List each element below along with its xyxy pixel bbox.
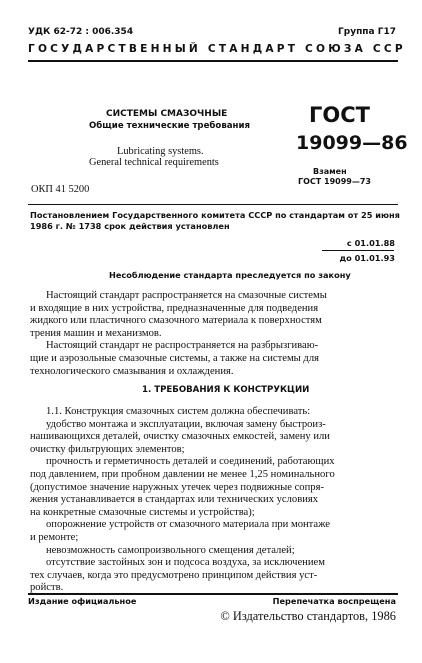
gost-label: ГОСТ — [309, 103, 370, 127]
title-ru: СИСТЕМЫ СМАЗОЧНЫЕ — [106, 109, 228, 119]
effective-to: до 01.01.93 — [339, 253, 395, 263]
intro-text — [30, 290, 396, 378]
section-line: прочность и герметичность деталей и соединений, работающих — [46, 456, 335, 468]
section-line: удобство монтажа и эксплуатации, включая замену быстроиз- — [46, 418, 326, 430]
law-warning: Несоблюдение стандарта преследуется по закону — [109, 270, 351, 280]
title-en: Lubricating systems. — [117, 146, 204, 157]
group-code: Группа Г17 — [338, 27, 396, 37]
section-line: под давлением, при пробном давлении не менее 1,25 номинального — [30, 468, 335, 480]
subtitle-ru: Общие технические требования — [89, 121, 251, 131]
subtitle-en: General technical requirements — [89, 157, 219, 168]
gost-number: 19099—86 — [296, 132, 408, 154]
section-line: и ремонте; — [30, 531, 79, 543]
state-standard-banner: ГОСУДАРСТВЕННЫЙ СТАНДАРТ СОЮЗА ССР — [28, 43, 406, 55]
section-heading: 1. ТРЕБОВАНИЯ К КОНСТРУКЦИИ — [142, 385, 310, 395]
section-line: (допустимое значение наружных утечек через подвижные сопря- — [30, 481, 324, 493]
section-line: очистку фильтрующих элементов; — [30, 443, 185, 455]
effective-from: с 01.01.88 — [346, 238, 395, 248]
section-line: опорожнение устройств от смазочного материала при монтаже — [46, 519, 330, 531]
decree-line-1: Постановлением Государственного комитета СССР по стандартам от 25 июня — [30, 210, 400, 220]
udk-code: УДК 62-72 : 006.354 — [28, 27, 134, 37]
section-text — [30, 406, 396, 595]
replaces-label: Взамен — [313, 167, 347, 176]
intro-line: технологического смазывания и охлаждения. — [30, 365, 234, 377]
section-line: тех случаев, когда это предусмотрено принципом действия уст- — [30, 569, 318, 581]
intro-line: трения машин и механизмов. — [30, 327, 162, 339]
copyright: © Издательство стандартов, 1986 — [220, 609, 396, 623]
intro-line: Настоящий стандарт не распространяется на разбрызгиваю- — [46, 340, 319, 352]
intro-line: Настоящий стандарт распространяется на смазочные системы — [46, 290, 327, 301]
header-rule — [28, 60, 398, 62]
section-line: жения устанавливается в стандартах или технических условиях — [30, 494, 319, 506]
okp-code: ОКП 41 5200 — [31, 184, 90, 195]
reprint-prohibited: Перепечатка воспрещена — [272, 596, 396, 606]
intro-line: щие и аэрозольные смазочные системы, а также на системы для — [30, 352, 319, 364]
title-rule — [28, 204, 398, 205]
replaces-value: ГОСТ 19099—73 — [298, 177, 371, 186]
section-line: нашивающихся деталей, очистку смазочных емкостей, замену или — [30, 431, 330, 443]
official-edition: Издание официальное — [28, 596, 137, 606]
section-line: ройств. — [30, 582, 64, 594]
section-line: невозможность самопроизвольного смещения деталей; — [46, 544, 295, 556]
intro-line: жидкого или пластичного смазочного материала к поверхностям — [30, 315, 322, 327]
section-line: 1.1. Конструкция смазочных систем должна обеспечивать: — [46, 406, 311, 417]
footer-rule — [28, 593, 398, 595]
section-line: на конкретные смазочные системы и устройства); — [30, 506, 255, 518]
date-rule — [322, 250, 394, 251]
intro-line: и входящие в них устройства, предназначенные для подведения — [30, 302, 319, 314]
decree-line-2: 1986 г. № 1738 срок действия установлен — [30, 221, 230, 231]
section-line: отсутствие застойных зон и подсоса воздуха, за исключением — [46, 557, 325, 569]
